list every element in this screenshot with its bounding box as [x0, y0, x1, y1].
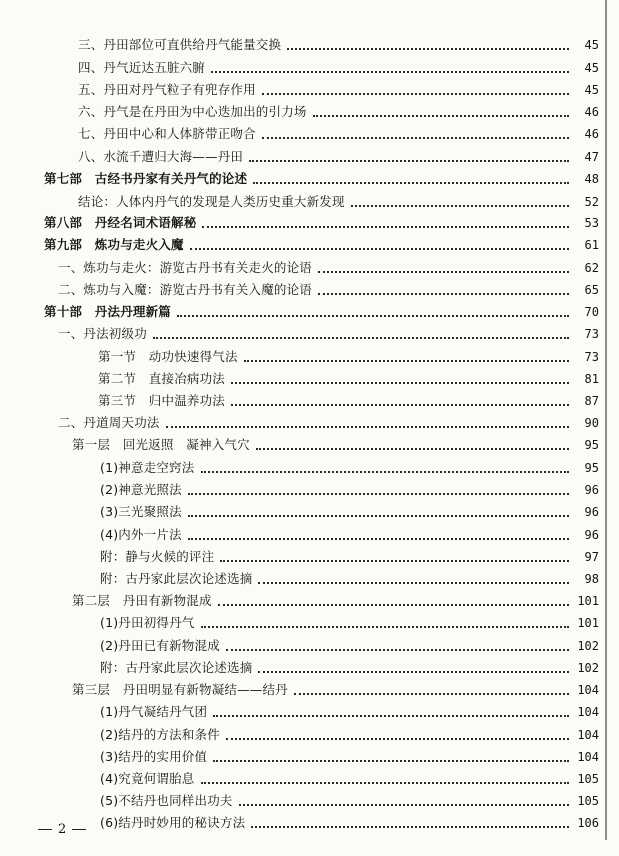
toc-entry-page: 96	[584, 505, 599, 519]
toc-entry-title: 四、丹气近达五脏六腑	[78, 60, 206, 75]
toc-entry-title: (1)神意走空窍法	[100, 460, 195, 475]
toc-entry-page: 102	[577, 639, 599, 653]
dot-leader	[211, 71, 569, 73]
toc-entry-title: 第二节 直接冶病功法	[98, 371, 226, 386]
dot-leader	[220, 560, 569, 562]
toc-entry-title: (3)三光聚照法	[100, 504, 182, 519]
dot-leader	[262, 93, 569, 95]
toc-entry	[72, 590, 599, 612]
dot-leader	[231, 404, 569, 406]
toc-entry	[100, 457, 599, 479]
toc-entry-title: 附：静与火候的评注	[100, 549, 215, 564]
dot-leader	[201, 626, 569, 628]
toc-entry-page: 52	[584, 195, 599, 209]
toc-entry	[44, 168, 599, 190]
toc-entry-title: (2)结丹的方法和条件	[100, 727, 220, 742]
toc-entry-title: 六、丹气是在丹田为中心迭加出的引力场	[78, 104, 307, 119]
toc-entry	[78, 101, 599, 123]
toc-entry	[100, 546, 599, 568]
toc-entry	[100, 612, 599, 634]
toc-entry	[58, 257, 599, 279]
toc-entry	[100, 701, 599, 723]
toc-entry-title: 第二层 丹田有新物混成	[72, 593, 212, 608]
toc-entry	[100, 501, 599, 523]
toc-entry	[44, 212, 599, 234]
dot-leader	[231, 382, 569, 384]
toc-entry-page: 48	[584, 172, 599, 186]
toc-entry-page: 104	[577, 750, 599, 764]
dot-leader	[244, 360, 569, 362]
toc-entry	[78, 34, 599, 56]
toc-entry-title: 附：古丹家此层次论述选摘	[100, 571, 253, 586]
toc-entry	[100, 790, 599, 812]
toc-entry-title: (1)丹气凝结丹气团	[100, 704, 208, 719]
toc-entry	[78, 123, 599, 145]
toc-entry-page: 45	[584, 83, 599, 97]
toc-entry	[100, 724, 599, 746]
dot-leader	[166, 426, 569, 428]
toc-entry-title: 一、炼功与走火：游览古丹书有关走火的论语	[58, 260, 313, 275]
toc-entry-title: (1)丹田初得丹气	[100, 615, 195, 630]
toc-entry-page: 104	[577, 683, 599, 697]
toc-entry	[78, 79, 599, 101]
toc-entry	[98, 368, 599, 390]
toc-entry	[72, 679, 599, 701]
page-number: 2	[58, 822, 67, 837]
toc-entry-page: 96	[584, 528, 599, 542]
toc-entry-title: (4)究竟何谓胎息	[100, 771, 195, 786]
toc-entry-title: 三、丹田部位可直供给丹气能量交换	[78, 37, 282, 52]
dot-leader	[258, 671, 569, 673]
dot-leader	[251, 826, 569, 828]
toc-entry	[58, 279, 599, 301]
toc-entry-page: 97	[584, 550, 599, 564]
toc-entry	[98, 346, 599, 368]
dot-leader	[188, 515, 569, 517]
page-edge-line	[605, 0, 607, 840]
dot-leader	[213, 715, 569, 717]
toc-entry-page: 45	[584, 61, 599, 75]
toc-entry-title: 第一层 回光返照 凝神入气穴	[72, 437, 250, 452]
toc-entry-page: 104	[577, 705, 599, 719]
dot-leader	[188, 538, 569, 540]
dot-leader	[201, 782, 569, 784]
toc-entry-page: 46	[584, 127, 599, 141]
toc-entry	[100, 768, 599, 790]
toc-entry-page: 101	[577, 616, 599, 630]
toc-entry	[100, 812, 599, 834]
dot-leader	[258, 582, 569, 584]
toc-entry-title: 八、水流千遭归大海——丹田	[78, 149, 244, 164]
toc-entry-page: 98	[584, 572, 599, 586]
dot-leader	[213, 760, 569, 762]
toc-entry-page: 90	[584, 416, 599, 430]
dot-leader	[153, 337, 569, 339]
toc-entry	[100, 746, 599, 768]
dot-leader	[253, 182, 569, 184]
toc-entry-title: 结论：人体内丹气的发现是人类历史重大新发现	[78, 194, 345, 209]
toc-entry-title: 第一节 动功快速得气法	[98, 349, 238, 364]
toc-entry-title: 五、丹田对丹气粒子有兜存作用	[78, 82, 256, 97]
toc-entry-page: 46	[584, 105, 599, 119]
toc-entry	[44, 234, 599, 256]
dot-leader	[313, 115, 569, 117]
toc-entry	[72, 434, 599, 456]
dot-leader	[318, 271, 569, 273]
dot-leader	[262, 137, 569, 139]
toc-entry-title: (6)结丹时妙用的秘诀方法	[100, 815, 246, 830]
dot-leader	[202, 226, 569, 228]
toc-entry-title: (2)丹田已有新物混成	[100, 638, 220, 653]
dot-leader	[351, 205, 569, 207]
toc-entry-page: 95	[584, 438, 599, 452]
toc-entry-page: 61	[584, 238, 599, 252]
toc-entry-page: 106	[577, 816, 599, 830]
toc-entry	[100, 479, 599, 501]
toc-entry-page: 73	[584, 350, 599, 364]
toc-entry-title: (3)结丹的实用价值	[100, 749, 208, 764]
dot-leader	[318, 293, 569, 295]
toc-entry-title: 第十部 丹法丹理新篇	[44, 304, 172, 319]
dot-leader	[190, 248, 569, 250]
dot-leader	[287, 48, 569, 50]
dot-leader	[188, 493, 569, 495]
dot-leader	[226, 738, 569, 740]
toc-entry-title: (4)内外一片法	[100, 527, 182, 542]
toc-entry	[58, 412, 599, 434]
dot-leader	[226, 649, 569, 651]
toc-entry-page: 87	[584, 394, 599, 408]
toc-entry-page: 95	[584, 461, 599, 475]
toc-entry	[100, 635, 599, 657]
toc-entry	[78, 191, 599, 213]
toc-entry-page: 96	[584, 483, 599, 497]
footer-dash-right	[72, 829, 86, 830]
toc-entry-title: 第三节 归中温养功法	[98, 393, 226, 408]
toc-entry	[100, 657, 599, 679]
toc-entry-page: 73	[584, 327, 599, 341]
dot-leader	[256, 448, 569, 450]
toc-entry-title: 一、丹法初级功	[58, 326, 147, 341]
toc-entry-page: 101	[577, 594, 599, 608]
toc-entry-page: 62	[584, 261, 599, 275]
toc-entry-title: (2)神意光照法	[100, 482, 182, 497]
toc-entry-title: 二、炼功与入魔：游览古丹书有关入魔的论语	[58, 282, 313, 297]
toc-entry-page: 70	[584, 305, 599, 319]
page-footer	[38, 822, 86, 837]
toc-entry-page: 104	[577, 728, 599, 742]
toc-entry-page: 45	[584, 38, 599, 52]
toc-entry	[58, 323, 599, 345]
dot-leader	[177, 315, 569, 317]
toc-entry-title: 二、丹道周天功法	[58, 415, 160, 430]
toc-entry-title: 第九部 炼功与走火入魔	[44, 237, 184, 252]
toc-entry	[98, 390, 599, 412]
toc-entry-page: 105	[577, 794, 599, 808]
dot-leader	[249, 160, 569, 162]
dot-leader	[239, 804, 569, 806]
toc-entry	[78, 57, 599, 79]
dot-leader	[218, 604, 569, 606]
dot-leader	[201, 471, 569, 473]
toc-entry	[100, 524, 599, 546]
toc-entry-title: 第三层 丹田明显有新物凝结——结丹	[72, 682, 288, 697]
toc-entry-page: 102	[577, 661, 599, 675]
toc-entry	[78, 146, 599, 168]
toc-entry-page: 81	[584, 372, 599, 386]
footer-dash-left	[38, 829, 52, 830]
toc-entry-title: 第八部 丹经名词术语解秘	[44, 215, 197, 230]
toc-entry	[100, 568, 599, 590]
toc-entry-page: 105	[577, 772, 599, 786]
toc-entry	[44, 301, 599, 323]
toc-entry-page: 53	[584, 216, 599, 230]
toc-entry-page: 47	[584, 150, 599, 164]
toc-entry-title: 附：古丹家此层次论述选摘	[100, 660, 253, 675]
toc-entry-title: 七、丹田中心和人体脐带正吻合	[78, 126, 256, 141]
toc-entry-page: 65	[584, 283, 599, 297]
toc-entry-title: 第七部 古经书丹家有关丹气的论述	[44, 171, 248, 186]
dot-leader	[294, 693, 569, 695]
toc-entry-title: (5)不结丹也同样出功夫	[100, 793, 233, 808]
